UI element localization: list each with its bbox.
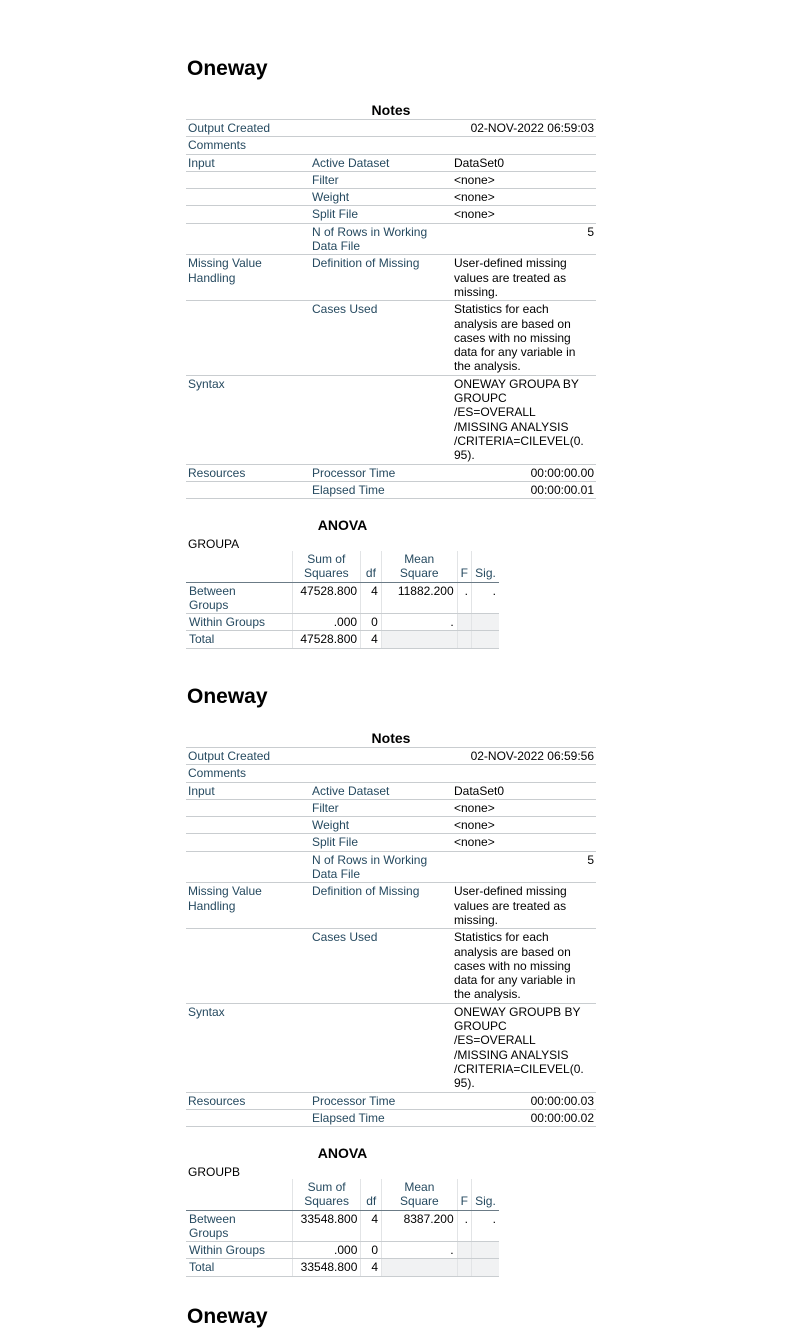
anova-cell — [471, 1242, 499, 1259]
anova-variable: GROUPA — [188, 537, 240, 551]
anova-cell: .000 — [292, 614, 361, 631]
notes-value: ONEWAY GROUPA BY GROUPC /ES=OVERALL /MISSING ANALYSIS /CRITERIA=CILEVEL(0. 95). — [452, 375, 596, 464]
anova-row — [186, 614, 499, 631]
notes-value: 5 — [452, 223, 596, 255]
notes-row — [186, 748, 596, 765]
notes-item — [310, 120, 452, 137]
notes-value: Statistics for each analysis are based on cases with no missing data for any variable in the analysis. — [452, 929, 596, 1003]
anova-cell: 4 — [361, 631, 382, 648]
notes-category: Syntax — [186, 375, 310, 464]
notes-table — [186, 119, 596, 499]
notes-item — [310, 137, 452, 154]
notes-row — [186, 799, 596, 816]
notes-item: N of Rows in Working Data File — [310, 851, 452, 883]
notes-item: Filter — [310, 799, 452, 816]
notes-category — [186, 851, 310, 883]
notes-row — [186, 137, 596, 154]
anova-row — [186, 1210, 499, 1242]
anova-column-header: F — [457, 551, 471, 582]
anova-cell: 8387.200 — [382, 1210, 458, 1242]
notes-row — [186, 171, 596, 188]
notes-category: Input — [186, 782, 310, 799]
notes-item: Processor Time — [310, 1092, 452, 1109]
notes-category — [186, 1109, 310, 1126]
notes-value: 02-NOV-2022 06:59:03 — [452, 120, 596, 137]
anova-cell — [471, 1259, 499, 1276]
notes-item: Elapsed Time — [310, 1109, 452, 1126]
notes-item: Definition of Missing — [310, 883, 452, 929]
anova-cell: 4 — [361, 1210, 382, 1242]
notes-category — [186, 799, 310, 816]
notes-value: ONEWAY GROUPB BY GROUPC /ES=OVERALL /MISSING ANALYSIS /CRITERIA=CILEVEL(0. 95). — [452, 1003, 596, 1092]
anova-row — [186, 1242, 499, 1259]
anova-cell: . — [457, 1210, 471, 1242]
notes-value: 00:00:00.02 — [452, 1109, 596, 1126]
section-heading: Oneway — [187, 1305, 268, 1328]
anova-header-row — [186, 551, 499, 582]
notes-row — [186, 189, 596, 206]
anova-cell — [457, 614, 471, 631]
notes-value: 02-NOV-2022 06:59:56 — [452, 748, 596, 765]
notes-row — [186, 120, 596, 137]
notes-value — [452, 137, 596, 154]
anova-table — [186, 1179, 499, 1277]
notes-item: Cases Used — [310, 301, 452, 375]
anova-row-label: Within Groups — [186, 614, 292, 631]
notes-category — [186, 301, 310, 375]
notes-category — [186, 189, 310, 206]
anova-cell — [382, 1259, 458, 1276]
anova-row-label: Between Groups — [186, 582, 292, 614]
anova-cell — [457, 1242, 471, 1259]
notes-value: User-defined missing values are treated as missing. — [452, 883, 596, 929]
anova-variable: GROUPB — [188, 1165, 241, 1179]
notes-item: Active Dataset — [310, 782, 452, 799]
notes-item: Processor Time — [310, 464, 452, 481]
notes-category: Input — [186, 154, 310, 171]
notes-row — [186, 851, 596, 883]
notes-item: Split File — [310, 206, 452, 223]
notes-category: Output Created — [186, 748, 310, 765]
anova-row-label: Within Groups — [186, 1242, 292, 1259]
anova-cell: 47528.800 — [292, 631, 361, 648]
notes-row — [186, 817, 596, 834]
anova-column-header: Sig. — [472, 551, 500, 582]
notes-item: Filter — [310, 171, 452, 188]
anova-cell: 0 — [361, 614, 382, 631]
notes-row — [186, 206, 596, 223]
anova-cell — [472, 631, 500, 648]
notes-row — [186, 301, 596, 375]
anova-column-header: Sum of Squares — [292, 551, 361, 582]
notes-item: Definition of Missing — [310, 255, 452, 301]
notes-value: DataSet0 — [452, 782, 596, 799]
notes-row — [186, 375, 596, 464]
notes-item — [310, 765, 452, 782]
notes-row — [186, 883, 596, 929]
notes-row — [186, 464, 596, 481]
notes-row — [186, 154, 596, 171]
notes-value: DataSet0 — [452, 154, 596, 171]
anova-cell: . — [381, 614, 457, 631]
notes-value: <none> — [452, 799, 596, 816]
anova-cell — [457, 631, 471, 648]
notes-value: <none> — [452, 817, 596, 834]
notes-row — [186, 782, 596, 799]
anova-cell: 47528.800 — [292, 582, 361, 614]
anova-column-header: Mean Square — [381, 551, 457, 582]
notes-category: Missing Value Handling — [186, 883, 310, 929]
notes-value — [452, 765, 596, 782]
notes-row — [186, 765, 596, 782]
anova-cell: 4 — [361, 1259, 382, 1276]
notes-item — [310, 748, 452, 765]
anova-cell — [472, 614, 500, 631]
notes-category — [186, 817, 310, 834]
anova-cell — [381, 631, 457, 648]
notes-category: Missing Value Handling — [186, 255, 310, 301]
anova-table — [186, 551, 499, 649]
anova-column-header: Mean Square — [382, 1179, 458, 1210]
notes-category: Resources — [186, 1092, 310, 1109]
notes-row — [186, 1092, 596, 1109]
notes-item — [310, 1003, 452, 1092]
anova-cell: 0 — [361, 1242, 382, 1259]
notes-value: 00:00:00.03 — [452, 1092, 596, 1109]
section-heading: Oneway — [187, 685, 268, 708]
notes-item: Elapsed Time — [310, 481, 452, 498]
anova-header-blank — [186, 1179, 292, 1210]
anova-column-header: Sig. — [471, 1179, 499, 1210]
anova-cell: . — [471, 1210, 499, 1242]
section-heading: Oneway — [187, 57, 268, 80]
notes-category — [186, 929, 310, 1003]
anova-title: ANOVA — [317, 1145, 368, 1161]
anova-cell: 11882.200 — [381, 582, 457, 614]
anova-column-header: df — [361, 1179, 382, 1210]
anova-row-label: Between Groups — [186, 1210, 292, 1242]
notes-category — [186, 206, 310, 223]
anova-row — [186, 631, 499, 648]
notes-row — [186, 255, 596, 301]
notes-category: Syntax — [186, 1003, 310, 1092]
notes-title: Notes — [371, 102, 411, 118]
notes-item: Active Dataset — [310, 154, 452, 171]
anova-header-row — [186, 1179, 499, 1210]
notes-value: <none> — [452, 206, 596, 223]
anova-title: ANOVA — [317, 517, 368, 533]
notes-category: Output Created — [186, 120, 310, 137]
notes-value: 00:00:00.01 — [452, 481, 596, 498]
anova-cell — [457, 1259, 471, 1276]
anova-column-header: F — [457, 1179, 471, 1210]
anova-row — [186, 582, 499, 614]
notes-item: N of Rows in Working Data File — [310, 223, 452, 255]
anova-cell: 4 — [361, 582, 382, 614]
notes-title: Notes — [371, 730, 411, 746]
anova-row-label: Total — [186, 631, 292, 648]
anova-row — [186, 1259, 499, 1276]
anova-cell: . — [457, 582, 471, 614]
notes-row — [186, 834, 596, 851]
anova-cell: 33548.800 — [292, 1259, 361, 1276]
notes-value: Statistics for each analysis are based on cases with no missing data for any variable in the analysis. — [452, 301, 596, 375]
notes-category: Comments — [186, 765, 310, 782]
anova-cell: .000 — [292, 1242, 361, 1259]
notes-category — [186, 834, 310, 851]
notes-row — [186, 481, 596, 498]
notes-row — [186, 1003, 596, 1092]
notes-category: Resources — [186, 464, 310, 481]
notes-category — [186, 481, 310, 498]
notes-item: Split File — [310, 834, 452, 851]
notes-item: Weight — [310, 189, 452, 206]
anova-cell: . — [382, 1242, 458, 1259]
anova-column-header: df — [361, 551, 382, 582]
notes-value: User-defined missing values are treated as missing. — [452, 255, 596, 301]
notes-row — [186, 1109, 596, 1126]
notes-item: Cases Used — [310, 929, 452, 1003]
notes-value: 00:00:00.00 — [452, 464, 596, 481]
notes-table — [186, 747, 596, 1127]
notes-value: <none> — [452, 171, 596, 188]
notes-item: Weight — [310, 817, 452, 834]
notes-row — [186, 223, 596, 255]
notes-row — [186, 929, 596, 1003]
anova-column-header: Sum of Squares — [292, 1179, 361, 1210]
notes-value: <none> — [452, 834, 596, 851]
anova-cell: . — [472, 582, 500, 614]
notes-category: Comments — [186, 137, 310, 154]
anova-header-blank — [186, 551, 292, 582]
anova-row-label: Total — [186, 1259, 292, 1276]
notes-item — [310, 375, 452, 464]
notes-value: <none> — [452, 189, 596, 206]
notes-category — [186, 223, 310, 255]
notes-value: 5 — [452, 851, 596, 883]
notes-category — [186, 171, 310, 188]
anova-cell: 33548.800 — [292, 1210, 361, 1242]
